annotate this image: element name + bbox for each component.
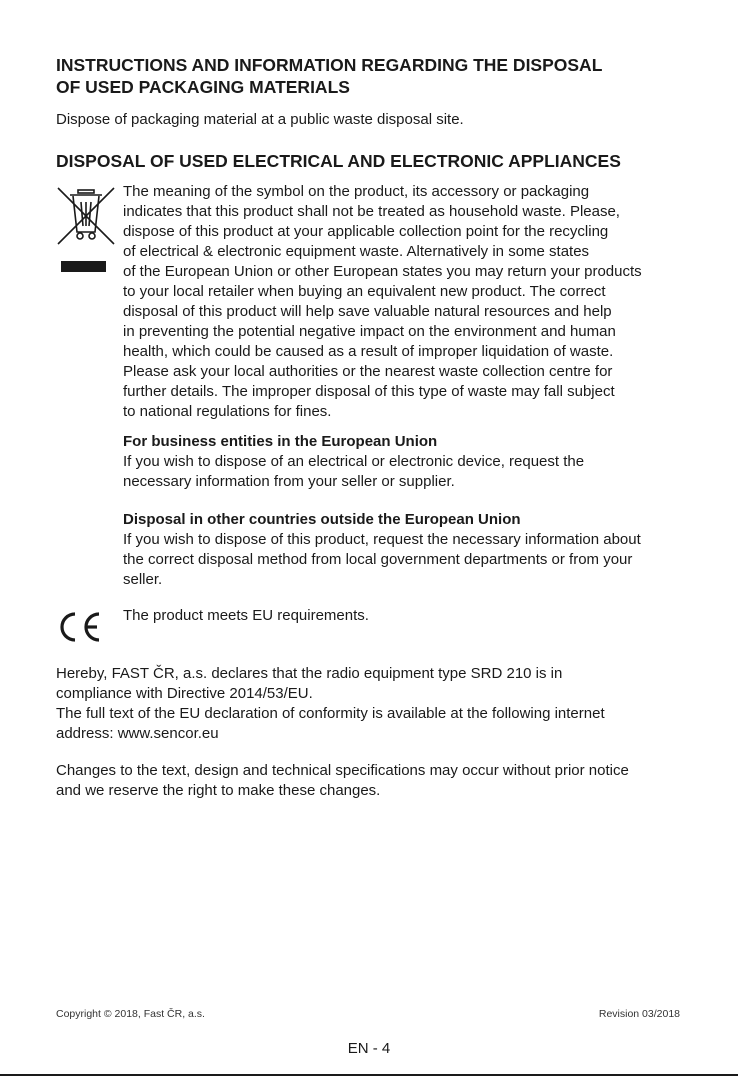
text-line: to your local retailer when buying an equivalent new product. The correct [123,283,606,300]
text-line: of electrical & electronic equipment waste. Alternatively in some states [123,243,590,260]
text-line: dispose of this product at your applicable collection point for the recycling [123,223,609,240]
text-line: the correct disposal method from local government departments or from your [123,551,633,568]
text-line: indicates that this product shall not be treated as household waste. Please, [123,203,620,220]
other-countries-section [123,510,683,590]
bottom-divider [0,1074,738,1076]
business-entities-section [123,432,683,492]
heading-line: OF USED PACKAGING MATERIALS [56,77,350,97]
heading-line: INSTRUCTIONS AND INFORMATION REGARDING THE DISPOSAL [56,55,603,75]
changes-notice-paragraph [56,761,696,801]
footer-copyright: Copyright © 2018, Fast ČR, a.s. [56,1008,205,1020]
text-line: in preventing the potential negative impact on the environment and human [123,323,616,340]
text-line: compliance with Directive 2014/53/EU. [56,685,313,702]
business-entities-heading: For business entities in the European Union [123,433,438,450]
text-line: Hereby, FAST ČR, a.s. declares that the radio equipment type SRD 210 is in [56,665,563,682]
text-line: If you wish to dispose of this product, request the necessary information about [123,531,641,548]
declaration-paragraph [56,664,696,744]
text-line: The meaning of the symbol on the product, its accessory or packaging [123,183,590,200]
heading-weee: DISPOSAL OF USED ELECTRICAL AND ELECTRONIC APPLIANCES [56,151,621,171]
text-line: and we reserve the right to make these changes. [56,782,381,799]
text-line: The full text of the EU declaration of conformity is available at the following internet [56,705,605,722]
text-line: Please ask your local authorities or the nearest waste collection centre for [123,363,613,380]
text-line: If you wish to dispose of an electrical or electronic device, request the [123,453,585,470]
text-line: Changes to the text, design and technical specifications may occur without prior notice [56,762,629,779]
other-countries-heading: Disposal in other countries outside the European Union [123,511,521,528]
text-line: address: www.sencor.eu [56,725,219,742]
text-line: further details. The improper disposal of this type of waste may fall subject [123,383,615,400]
text-line: health, which could be caused as a result of improper liquidation of waste. [123,343,614,360]
ce-compliance-text: The product meets EU requirements. [123,607,369,624]
text-line: disposal of this product will help save valuable natural resources and help [123,303,612,320]
text-line: of the European Union or other European states you may return your products [123,263,642,280]
page-number: EN - 4 [347,1040,391,1057]
weee-bar-icon [61,261,106,272]
text-line: to national regulations for fines. [123,403,332,420]
text-line: seller. [123,571,163,588]
crossed-out-wheelie-bin-icon [56,186,116,246]
heading-packaging-disposal [56,54,696,98]
packaging-intro-text: Dispose of packaging material at a public waste disposal site. [56,111,464,128]
weee-paragraph [123,182,681,422]
footer-revision: Revision 03/2018 [598,1008,680,1020]
text-line: necessary information from your seller or supplier. [123,473,455,490]
ce-mark-icon [55,610,105,644]
